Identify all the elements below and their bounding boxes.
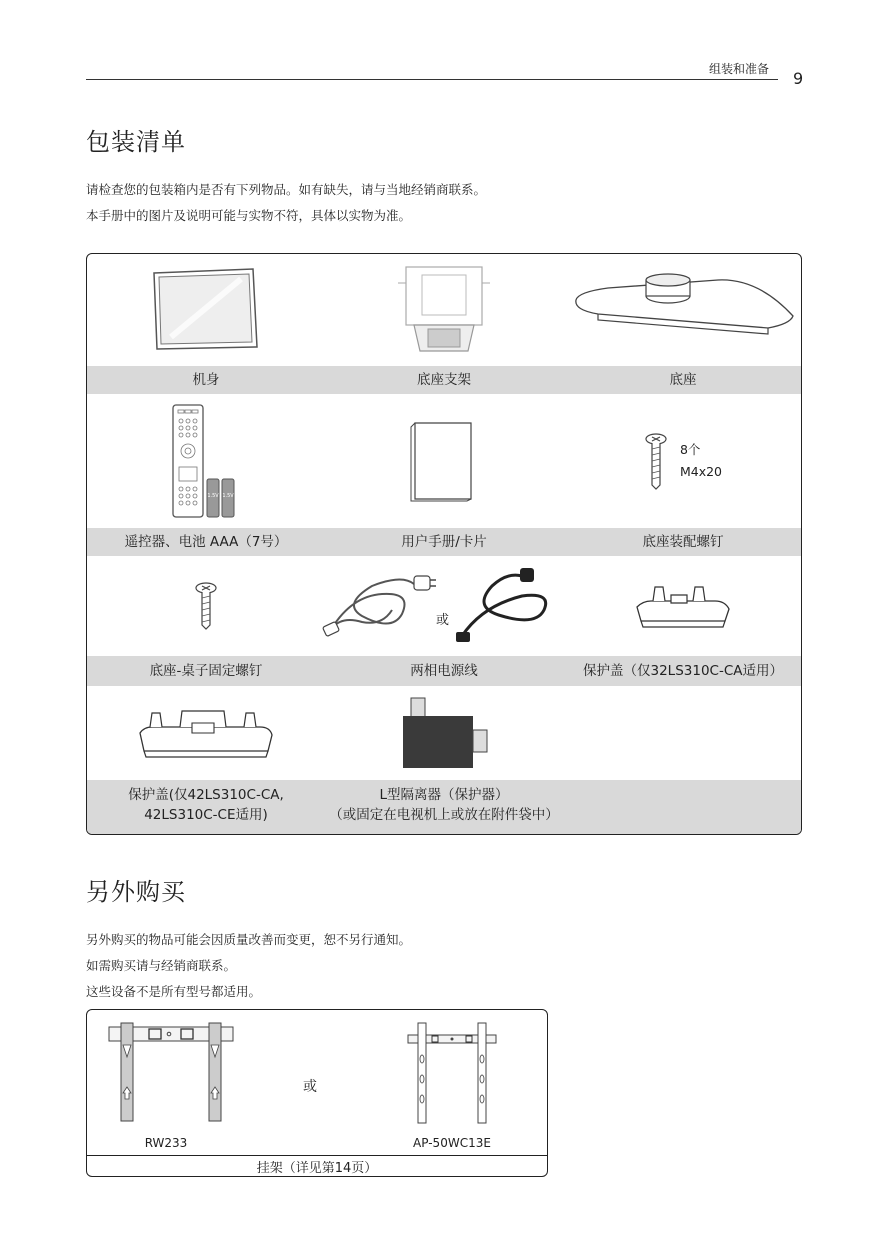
or-label: 或 (303, 1079, 317, 1095)
optional-title: 另外购买 (86, 878, 186, 906)
stand-bracket-icon (325, 254, 563, 366)
wall-mount-icon (387, 1018, 517, 1128)
wall-mount-icon (101, 1018, 241, 1128)
package-title: 包装清单 (86, 128, 186, 156)
cover-icon (563, 556, 802, 656)
item-label-line: （或固定在电视机上或放在附件袋中） (329, 807, 559, 823)
cover-icon (87, 686, 325, 780)
screw-spec (680, 439, 722, 483)
tv-icon (87, 254, 325, 366)
or-label: 或 (436, 613, 450, 628)
remote-icon (87, 394, 325, 528)
intro-line: 本手册中的图片及说明可能与实物不符，具体以实物为准。 (86, 208, 412, 223)
item-label (297, 785, 591, 825)
power-cord-icon (317, 556, 567, 656)
item-label: 遥控器、电池 AAA（7号） (124, 534, 288, 550)
screw-icon (644, 431, 668, 491)
item-label: 两相电源线 (410, 663, 478, 679)
isolator-icon (325, 686, 563, 780)
optional-box (86, 1009, 548, 1177)
stand-base-icon (563, 254, 802, 366)
intro-line: 请检查您的包装箱内是否有下列物品。如有缺失，请与当地经销商联系。 (86, 182, 487, 197)
item-label: 底座 (669, 372, 697, 388)
mount-caption: 挂架（详见第14页） (256, 1161, 378, 1176)
item-label: 底座-桌子固定螺钉 (149, 663, 263, 679)
optional-intro (86, 927, 411, 1005)
item-label: 保护盖（仅32LS310C-CA适用） (583, 663, 783, 679)
header-rule (86, 79, 778, 80)
item-label: 底座装配螺钉 (642, 534, 724, 550)
section-title: 组装和准备 (709, 62, 770, 76)
intro-line: 另外购买的物品可能会因质量改善而变更，恕不另行通知。 (86, 932, 412, 947)
item-label-line: 保护盖(仅42LS310C-CA, (128, 787, 284, 803)
item-label: 机身 (192, 372, 220, 388)
battery-label: 1.5V (222, 493, 234, 499)
screw-icon (87, 556, 325, 656)
intro-line: 如需购买请与经销商联系。 (86, 958, 237, 973)
battery-label: 1.5V (207, 493, 219, 499)
mount-screw-group (563, 394, 802, 528)
screw-size: M4x20 (679, 464, 723, 479)
mount-model: RW233 (144, 1136, 188, 1150)
item-label (87, 785, 325, 825)
item-label: 用户手册/卡片 (401, 534, 487, 550)
intro-line: 这些设备不是所有型号都适用。 (86, 984, 262, 999)
mount-model: AP-50WC13E (413, 1136, 491, 1150)
package-contents-box (86, 253, 802, 835)
screw-qty: 8个 (679, 442, 701, 457)
divider (87, 1155, 547, 1156)
manual-icon (325, 394, 563, 528)
package-intro (86, 177, 486, 229)
item-label: 底座支架 (417, 372, 471, 388)
item-label-line: 42LS310C-CE适用) (144, 807, 268, 823)
item-label-line: L型隔离器（保护器） (379, 787, 509, 803)
page-number: 9 (793, 69, 804, 88)
